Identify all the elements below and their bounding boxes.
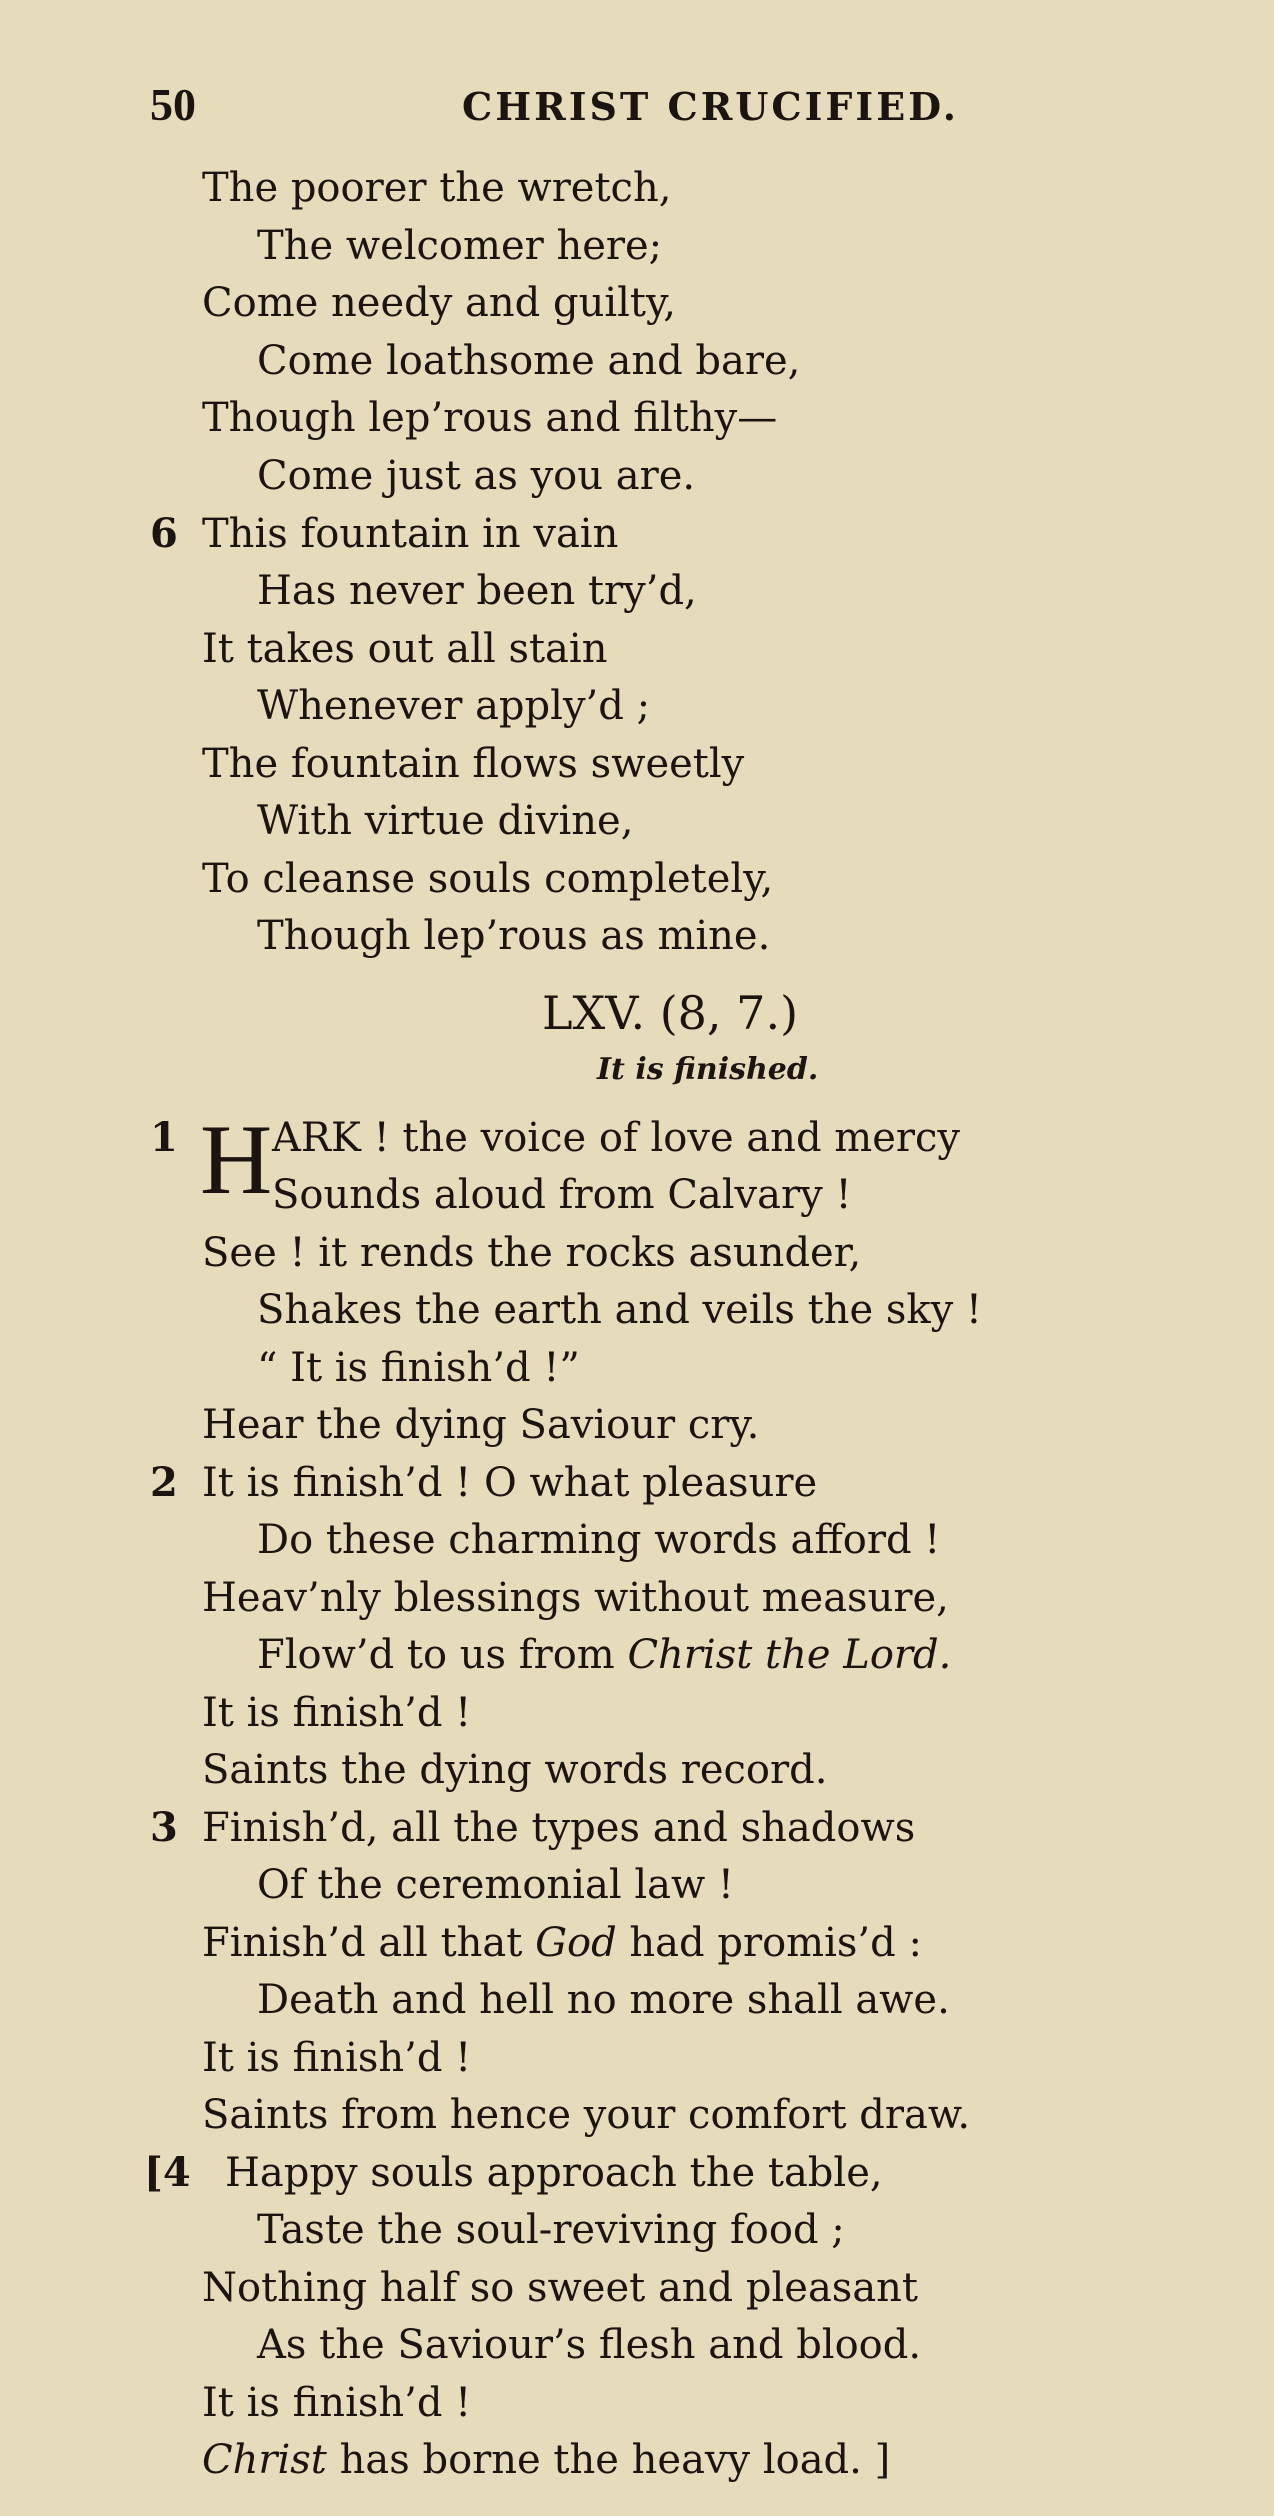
verse-line: With virtue divine, xyxy=(257,798,634,844)
hymn-title: It is finished. xyxy=(597,1052,819,1087)
verse-line: Of the ceremonial law ! xyxy=(257,1862,734,1908)
verse-line: Saints from hence your comfort draw. xyxy=(202,2092,971,2138)
verse-line: This fountain in vain xyxy=(202,511,619,557)
verse-line: Shakes the earth and veils the sky ! xyxy=(257,1287,982,1333)
verse-line: The welcomer here; xyxy=(257,223,663,269)
verse-line: Finish’d, all the types and shadows xyxy=(202,1805,916,1851)
verse-line: See ! it rends the rocks asunder, xyxy=(202,1230,862,1276)
verse-line: It takes out all stain xyxy=(202,626,608,672)
verse-text: Finish’d all that xyxy=(202,1920,523,1966)
verse-line: It is finish’d ! O what pleasure xyxy=(202,1460,818,1506)
verse-line: Taste the soul-reviving food ; xyxy=(257,2207,845,2253)
drop-cap: H xyxy=(200,1104,273,1215)
verse-line: Though lep’rous as mine. xyxy=(257,913,771,959)
verse-line: The fountain flows sweetly xyxy=(202,741,745,787)
verse-number: 3 xyxy=(150,1804,178,1851)
verse-line xyxy=(202,2437,891,2483)
verse-line: Hear the dying Saviour cry. xyxy=(202,1402,760,1448)
verse-number: 1 xyxy=(150,1114,178,1161)
verse-line xyxy=(202,1920,922,1966)
verse-line: Heav’nly blessings without measure, xyxy=(202,1575,949,1621)
page-number: 50 xyxy=(150,79,196,130)
verse-line: Saints the dying words record. xyxy=(202,1747,828,1793)
verse-text-italic: God xyxy=(535,1920,617,1966)
verse-line: Has never been try’d, xyxy=(257,568,697,614)
verse-line: It is finish’d ! xyxy=(202,2035,472,2081)
verse-number: 2 xyxy=(150,1459,178,1506)
verse-text: Flow’d to us from xyxy=(257,1632,615,1678)
verse-line: Nothing half so sweet and pleasant xyxy=(202,2265,918,2311)
verse-line: Sounds aloud from Calvary ! xyxy=(272,1172,852,1218)
hymn-number: LXV. (8, 7.) xyxy=(542,986,799,1040)
verse-line: Come just as you are. xyxy=(257,453,696,499)
verse-line: “ It is finish’d !” xyxy=(257,1345,580,1391)
verse-line: Come loathsome and bare, xyxy=(257,338,801,384)
verse-line: Whenever apply’d ; xyxy=(257,683,651,729)
verse-line: Though lep’rous and filthy— xyxy=(202,395,778,441)
verse-line: It is finish’d ! xyxy=(202,2380,472,2426)
verse-text: has borne the heavy load. ] xyxy=(339,2437,891,2483)
verse-line: It is finish’d ! xyxy=(202,1690,472,1736)
verse-line xyxy=(257,1632,952,1678)
verse-line: Come needy and guilty, xyxy=(202,280,676,326)
verse-line: Death and hell no more shall awe. xyxy=(257,1977,950,2023)
running-head: CHRIST CRUCIFIED. xyxy=(462,84,959,129)
verse-line: ARK ! the voice of love and mercy xyxy=(272,1115,960,1161)
verse-text-italic: Christ the Lord. xyxy=(627,1632,952,1678)
verse-line: As the Saviour’s flesh and blood. xyxy=(257,2322,922,2368)
verse-text-italic: Christ xyxy=(202,2437,327,2483)
verse-line: The poorer the wretch, xyxy=(202,165,672,211)
verse-line: Happy souls approach the table, xyxy=(225,2150,883,2196)
verse-text: had promis’d : xyxy=(629,1920,922,1966)
verse-number: [4 xyxy=(144,2149,191,2196)
verse-line: Do these charming words afford ! xyxy=(257,1517,941,1563)
page-header xyxy=(0,78,1274,138)
verse-number: 6 xyxy=(150,510,178,557)
verse-line: To cleanse souls completely, xyxy=(202,856,774,902)
